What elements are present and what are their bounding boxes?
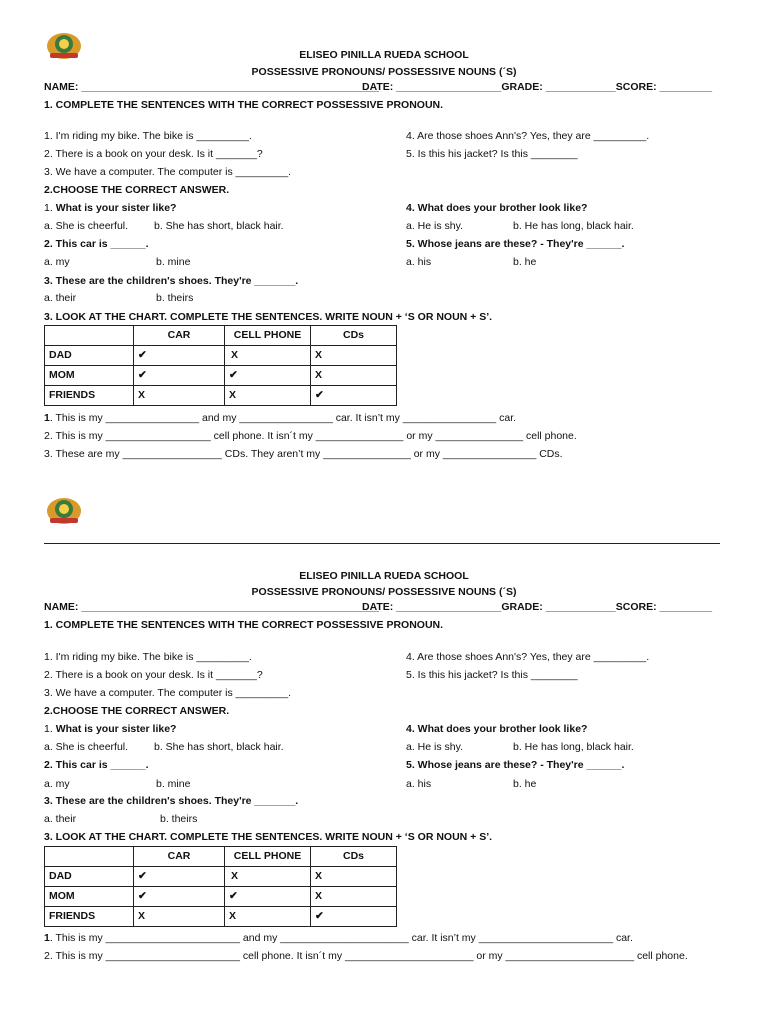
chart-header-blank	[45, 847, 134, 867]
s1-item-5: 5. Is this his jacket? Is this ________	[406, 669, 578, 681]
chart-cell: X	[311, 346, 397, 366]
school-title: ELISEO PINILLA RUEDA SCHOOL	[299, 570, 469, 582]
s2-q3: 3. These are the children's shoes. They're _______.	[44, 795, 299, 807]
section3-heading: 3. LOOK AT THE CHART. COMPLETE THE SENTENCES. WRITE NOUN + ‘S OR NOUN + S’.	[44, 311, 493, 323]
name-field: NAME: ___________________________________________________	[44, 601, 380, 613]
s3-sentence-2: 2. This is my __________________ cell phone. It isn´t my _______________ or my _______________ cell phone.	[44, 430, 577, 442]
s2-q2-a: a. my	[44, 778, 70, 790]
s2-q3-a: a. their	[44, 292, 77, 304]
s2-q5-a: a. his	[406, 256, 432, 268]
s2-q3: 3. These are the children's shoes. They're _______.	[44, 275, 299, 287]
s2-q5: 5. Whose jeans are these? - They're ______.	[406, 759, 625, 771]
section3-heading: 3. LOOK AT THE CHART. COMPLETE THE SENTENCES. WRITE NOUN + ‘S OR NOUN + S’.	[44, 831, 493, 843]
s3-sentence-3: 3. These are my _________________ CDs. They aren’t my _______________ or my ________________ CDs.	[44, 448, 563, 460]
s2-q1-a: a. She is cheerful.	[44, 741, 129, 753]
chart-header-cds: CDs	[311, 847, 397, 867]
date-grade-score-field: DATE: __________________GRADE: ____________SCORE: _________	[362, 81, 713, 93]
s2-q4-b: b. He has long, black hair.	[513, 220, 634, 232]
s2-q5-a: a. his	[406, 778, 432, 790]
chart-cell: X	[134, 386, 225, 406]
s2-q4: 4. What does your brother look like?	[406, 723, 588, 735]
chart-cell: X	[225, 867, 311, 887]
chart-cell: X	[134, 907, 225, 927]
worksheet-subtitle: POSSESSIVE PRONOUNS/ POSSESSIVE NOUNS (´S)	[251, 586, 517, 598]
school-crest-icon	[44, 496, 84, 526]
chart-row-label: DAD	[45, 867, 134, 887]
s2-q1-b: b. She has short, black hair.	[154, 220, 284, 232]
s2-q5-b: b. he	[513, 778, 537, 790]
chart-header-car: CAR	[134, 326, 225, 346]
chart-cell: X	[311, 867, 397, 887]
chart-header-blank	[45, 326, 134, 346]
date-grade-score-field: DATE: __________________GRADE: ____________SCORE: _________	[362, 601, 713, 613]
s2-q5: 5. Whose jeans are these? - They're ______.	[406, 238, 625, 250]
chart-header-cell-phone: CELL PHONE	[225, 326, 311, 346]
s1-item-3: 3. We have a computer. The computer is _________.	[44, 687, 292, 699]
s2-q1-b: b. She has short, black hair.	[154, 741, 284, 753]
possession-chart	[44, 325, 397, 406]
s2-q1-a: a. She is cheerful.	[44, 220, 129, 232]
chart-cell: ✔	[134, 867, 225, 887]
chart-cell: X	[311, 887, 397, 907]
chart-cell: X	[225, 386, 311, 406]
s2-q3-b: b. theirs	[156, 292, 194, 304]
s1-item-3: 3. We have a computer. The computer is _________.	[44, 166, 292, 178]
chart-cell: ✔	[311, 907, 397, 927]
chart-cell: ✔	[134, 346, 225, 366]
chart-cell: ✔	[311, 386, 397, 406]
s2-q4-a: a. He is shy.	[406, 741, 463, 753]
chart-cell: ✔	[134, 366, 225, 386]
s1-item-4: 4. Are those shoes Ann's? Yes, they are _________.	[406, 651, 650, 663]
chart-cell: ✔	[134, 887, 225, 907]
chart-cell: X	[225, 907, 311, 927]
s1-item-4: 4. Are those shoes Ann's? Yes, they are _________.	[406, 130, 650, 142]
chart-row-label: MOM	[45, 366, 134, 386]
s2-q2-b: b. mine	[156, 256, 191, 268]
chart-cell: X	[225, 346, 311, 366]
s2-q4-a: a. He is shy.	[406, 220, 463, 232]
chart-header-cds: CDs	[311, 326, 397, 346]
chart-row-label: FRIENDS	[45, 907, 134, 927]
s2-q2-b: b. mine	[156, 778, 191, 790]
s3-sentence-2: 2. This is my _______________________ cell phone. It isn´t my ______________________ or my ______________________ cell phone.	[44, 950, 688, 962]
section2-heading: 2.CHOOSE THE CORRECT ANSWER.	[44, 184, 230, 196]
s1-item-2: 2. There is a book on your desk. Is it _______?	[44, 148, 263, 160]
chart-row-label: MOM	[45, 887, 134, 907]
section2-heading: 2.CHOOSE THE CORRECT ANSWER.	[44, 705, 230, 717]
s2-q2: 2. This car is ______.	[44, 759, 149, 771]
s1-item-2: 2. There is a book on your desk. Is it _______?	[44, 669, 263, 681]
s2-q4-b: b. He has long, black hair.	[513, 741, 634, 753]
chart-cell: X	[311, 366, 397, 386]
chart-row-label: FRIENDS	[45, 386, 134, 406]
section1-heading: 1. COMPLETE THE SENTENCES WITH THE CORRECT POSSESSIVE PRONOUN.	[44, 99, 444, 111]
section1-heading: 1. COMPLETE THE SENTENCES WITH THE CORRECT POSSESSIVE PRONOUN.	[44, 619, 444, 631]
chart-row-label: DAD	[45, 346, 134, 366]
possession-chart	[44, 846, 397, 927]
s2-q4: 4. What does your brother look like?	[406, 202, 588, 214]
s2-q3-b: b. theirs	[160, 813, 198, 825]
s1-item-1: 1. I'm riding my bike. The bike is _________.	[44, 651, 252, 663]
chart-header-cell-phone: CELL PHONE	[225, 847, 311, 867]
cut-line-divider	[44, 543, 720, 544]
s1-item-1: 1. I'm riding my bike. The bike is _________.	[44, 130, 252, 142]
s2-q1: 1. What is your sister like?	[44, 723, 177, 735]
s3-sentence-1: 1. This is my ________________ and my ________________ car. It isn’t my ________________ car.	[44, 412, 517, 424]
s2-q2: 2. This car is ______.	[44, 238, 149, 250]
s3-sentence-1: 1. This is my _______________________ and my ______________________ car. It isn’t my _______________________ car.	[44, 932, 633, 944]
s2-q2-a: a. my	[44, 256, 70, 268]
chart-cell: ✔	[225, 887, 311, 907]
s2-q5-b: b. he	[513, 256, 537, 268]
chart-header-car: CAR	[134, 847, 225, 867]
chart-cell: ✔	[225, 366, 311, 386]
s1-item-5: 5. Is this his jacket? Is this ________	[406, 148, 578, 160]
school-title: ELISEO PINILLA RUEDA SCHOOL	[299, 49, 469, 61]
name-field: NAME: ___________________________________________________	[44, 81, 380, 93]
s2-q3-a: a. their	[44, 813, 77, 825]
worksheet-subtitle: POSSESSIVE PRONOUNS/ POSSESSIVE NOUNS (´S)	[251, 66, 517, 78]
s2-q1: 1. What is your sister like?	[44, 202, 177, 214]
